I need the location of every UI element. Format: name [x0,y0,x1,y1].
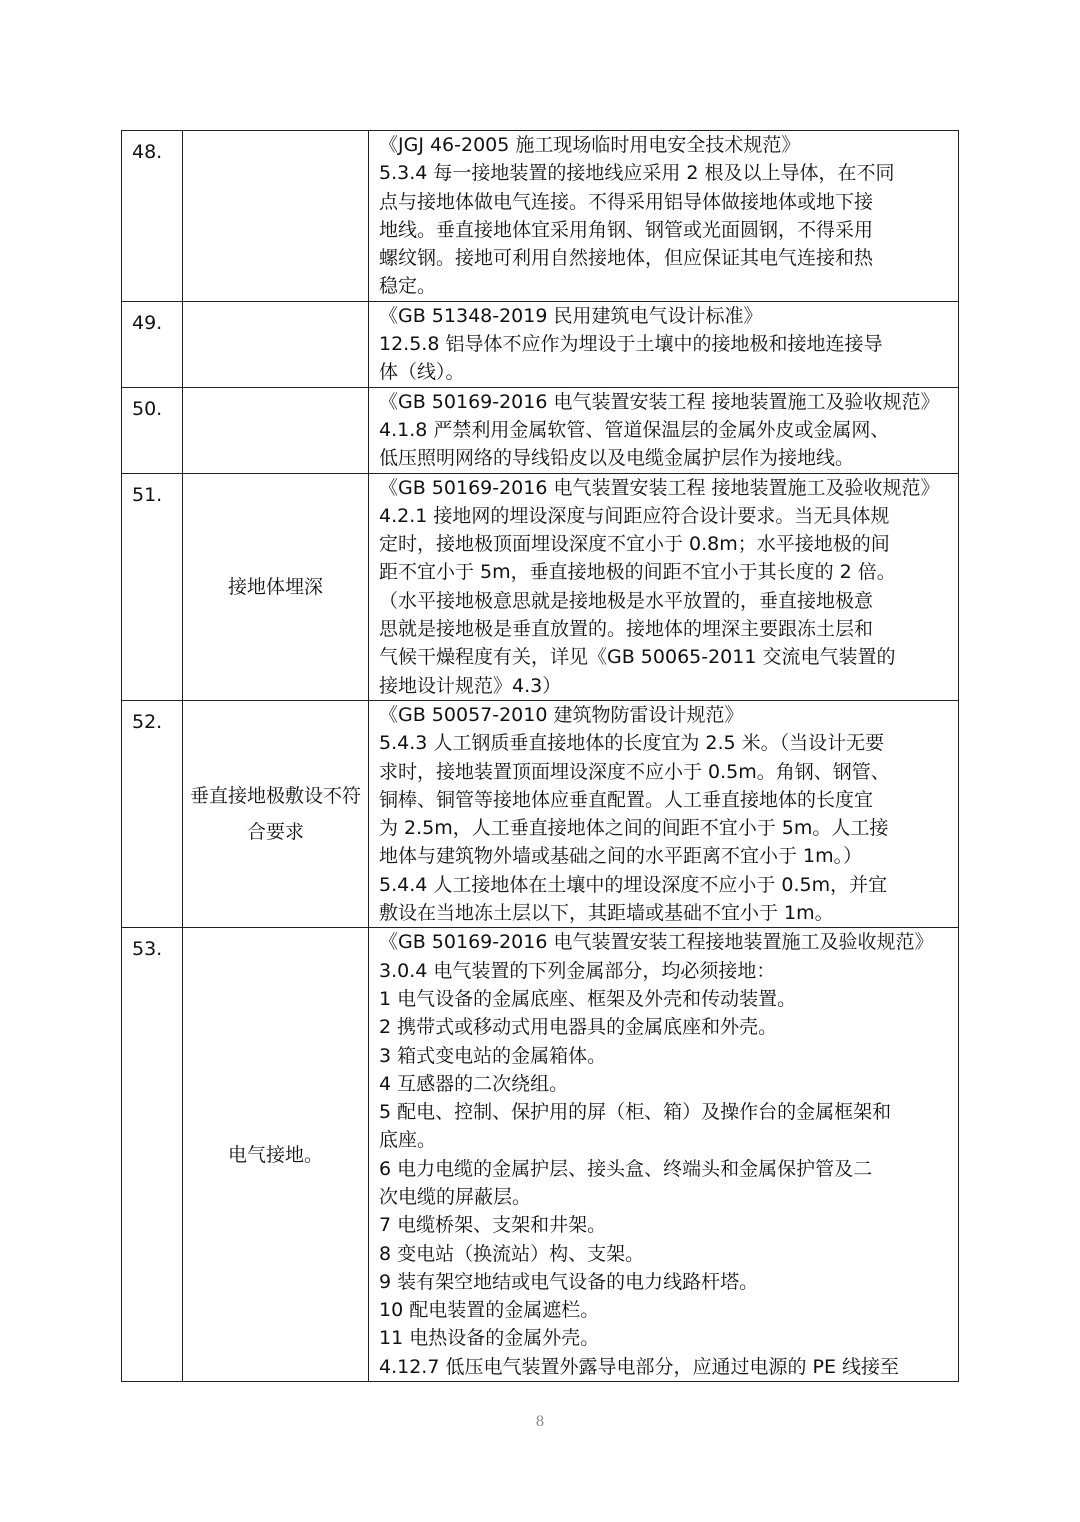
content-cell [369,131,959,302]
content-line: 地体与建筑物外墙或基础之间的水平距离不宜小于 1m。） [379,845,863,868]
content-line: 《GB 50057-2010 建筑物防雷设计规范》 [379,703,744,726]
content-line: 5.3.4 每一接地装置的接地线应采用 2 根及以上导体，在不同 [379,162,895,185]
page-number: 8 [535,1414,545,1430]
content-line: 6 电力电缆的金属护层、接头盒、终端头和金属保护管及二 [379,1157,873,1180]
content-line: 5 配电、控制、保护用的屏（柜、箱）及操作台的金属框架和 [379,1101,892,1124]
content-line: 8 变电站（换流站）构、支架。 [379,1242,645,1265]
issue-cell: 电气接地。 [183,928,369,1382]
content-line: 5.4.3 人工钢质垂直接地体的长度宜为 2.5 米。（当设计无要 [379,732,885,755]
content-cell [369,301,959,387]
content-line: 11 电热设备的金属外壳。 [379,1327,600,1350]
content-line: 为 2.5m，人工垂直接地体之间的间距不宜小于 5m。人工接 [379,817,889,840]
content-line: 地线。垂直接地体宜采用角钢、钢管或光面圆钢，不得采用 [379,218,874,241]
content-line: 2 携带式或移动式用电器具的金属底座和外壳。 [379,1016,778,1039]
content-line: 3 箱式变电站的金属箱体。 [379,1044,607,1067]
row-number: 51. [122,473,183,700]
content-line: 《GB 51348-2019 民用建筑电气设计标准》 [379,304,763,327]
content-line: 螺纹钢。接地可利用自然接地体，但应保证其电气连接和热 [379,247,874,270]
content-line: 铜棒、铜管等接地体应垂直配置。人工垂直接地体的长度宜 [379,788,874,811]
row-number: 52. [122,700,183,927]
content-line: 9 装有架空地结或电气设备的电力线路杆塔。 [379,1270,759,1293]
issue-cell: 垂直接地极敷设不符合要求 [183,700,369,927]
content-line: 思就是接地极是垂直放置的。接地体的埋深主要跟冻土层和 [379,618,874,641]
content-line: 4.12.7 低压电气装置外露导电部分，应通过电源的 PE 线接至 [379,1355,900,1378]
row-number: 49. [122,301,183,387]
content-line: 次电缆的屏蔽层。 [379,1185,532,1208]
content-line: 《JGJ 46-2005 施工现场临时用电安全技术规范》 [379,134,801,156]
content-line: 7 电缆桥架、支架和井架。 [379,1214,607,1237]
content-line: 5.4.4 人工接地体在土壤中的埋设深度不应小于 0.5m，并宜 [379,873,888,896]
content-line: 10 配电装置的金属遮栏。 [379,1299,600,1322]
content-line: 敷设在当地冻土层以下，其距墙或基础不宜小于 1m。 [379,902,834,925]
content-line: 12.5.8 铝导体不应作为埋设于土壤中的接地极和接地连接导 [379,333,883,356]
issue-cell: 接地体埋深 [183,473,369,700]
content-line: 4.1.8 严禁利用金属软管、管道保温层的金属外皮或金属网、 [379,418,890,441]
standards-table [121,130,959,1382]
table-row [122,700,959,927]
content-line: 4.2.1 接地网的埋设深度与间距应符合设计要求。当无具体规 [379,504,890,527]
content-line: 底座。 [379,1129,437,1152]
content-line: 接地设计规范》4.3） [379,674,562,697]
content-line: 1 电气设备的金属底座、框架及外壳和传动装置。 [379,987,797,1010]
table-row [122,387,959,473]
row-number: 50. [122,387,183,473]
content-cell [369,700,959,927]
content-line: 低压照明网络的导线铅皮以及电缆金属护层作为接地线。 [379,447,855,470]
content-line: 《GB 50169-2016 电气装置安装工程 接地装置施工及验收规范》 [379,390,940,413]
row-number: 53. [122,928,183,1382]
issue-cell [183,131,369,302]
content-cell [369,473,959,700]
content-line: 体（线）。 [379,361,465,384]
content-line: 定时，接地极顶面埋设深度不宜小于 0.8m；水平接地极的间 [379,533,890,556]
content-line: 稳定。 [379,275,437,298]
row-number: 48. [122,131,183,302]
issue-cell [183,387,369,473]
content-cell [369,928,959,1382]
content-line: 4 互感器的二次绕组。 [379,1072,569,1095]
table-row [122,928,959,1382]
content-line: 距不宜小于 5m，垂直接地极的间距不宜小于其长度的 2 倍。 [379,561,896,584]
table-row [122,301,959,387]
table-row [122,131,959,302]
issue-cell [183,301,369,387]
content-line: 3.0.4 电气装置的下列金属部分，均必须接地： [379,959,776,982]
content-line: 《GB 50169-2016 电气装置安装工程接地装置施工及验收规范》 [379,931,934,954]
table-row [122,473,959,700]
content-line: 气候干燥程度有关，详见《GB 50065-2011 交流电气装置的 [379,646,896,669]
content-line: （水平接地极意思就是接地极是水平放置的，垂直接地极意 [379,589,874,612]
content-line: 点与接地体做电气连接。不得采用铝导体做接地体或地下接 [379,190,874,213]
content-line: 《GB 50169-2016 电气装置安装工程 接地装置施工及验收规范》 [379,476,940,499]
content-cell [369,387,959,473]
content-line: 求时，接地装置顶面埋设深度不应小于 0.5m。角钢、钢管、 [379,760,890,783]
